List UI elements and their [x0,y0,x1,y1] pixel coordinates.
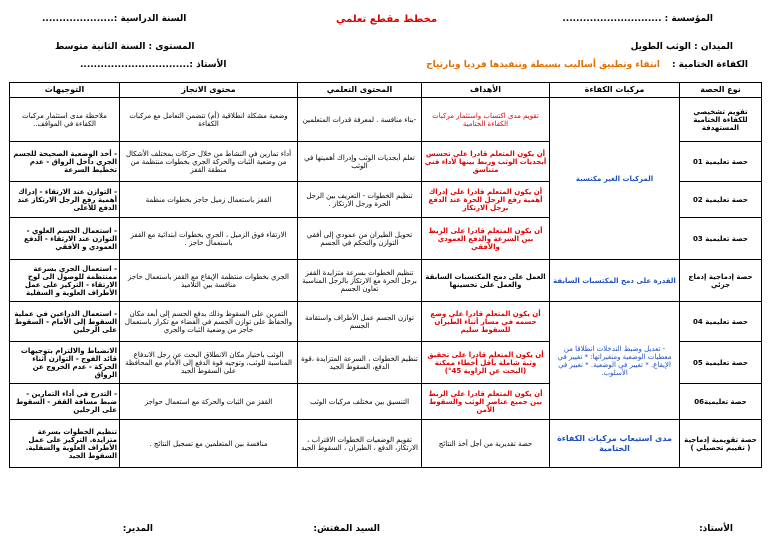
components-cell: القدرة على دمج المكتسبات السابقة [550,260,680,302]
col-header-guidance: التوجيهات [10,83,120,98]
components-cell: - تعديل وضبط التدخلات انطلاقا من معطيات الوضعية ومتغيراتها: * تغيير في الإيقاع. * تغيير في الوضعية. * تغيير في الأسلوب. [550,302,680,420]
activity-cell: الجري بخطوات منتظمة الإيقاع مع القفز باستعمال حاجز منافسة بين التلاميذ [120,260,298,302]
activity-cell: القفز باستعمال زميل جاجز بخطوات منظمة [120,182,298,218]
table-row [10,98,762,142]
table-header-row [10,83,762,98]
components-cell: مدى استيعاب مركبات الكفاءة الختامية [550,420,680,468]
col-header-activity: محتوى الانجاز [120,83,298,98]
session-cell: حصة تعليمية 03 [680,218,762,260]
guidance-cell: ملاحظة مدى استثمار مركبات الكفاءة في المواقف.. [10,98,120,142]
session-cell: حصة إدماجية إدماج جزئي [680,260,762,302]
footer-teacher-label: الأستاذ: [699,524,733,534]
guidance-cell: - التوازن عند الارتقاء - إدراك أهمية رفع الرجل الارتكاز عند الدفع للأعلى [10,182,120,218]
activity-cell: أداء تمارين في النشاط من خلال حركات بمختلف الأشكال من وضعية الثبات والحركة الجري بخطوات منتظمة من منطقة القفز [120,142,298,182]
final-competency-label: الكفاءة الختامية : [671,60,748,70]
objective-cell: حصة تقديرية من أجل أخذ النتائج [422,420,550,468]
table-row [10,260,762,302]
objective-cell: أن يكون المتعلم قادرا على وضع جسمه في مسار أثناء الطيران للسقوط سليم [422,302,550,342]
objective-cell: أن يكون المتعلم قادرا على تحقيق وثبة شاملة بأقل أخطاء ممكنة (البحث عن الزاوية 45°) [422,342,550,384]
col-header-content: المحتوى التعلمي [298,83,422,98]
final-competency-value: انتقاء وتطبيق أساليب بسيطة وتنفيذها فرديا وبارتياح [426,60,660,70]
objective-cell: أن يكون المتعلم قادرا على الربط بين جميع عناصر الوثب والسقوط الآمن [422,384,550,420]
teacher-header-label: الأستاذ :................................ [80,60,227,70]
guidance-cell: تنظيم الخطوات بسرعة متزايدة. التركيز على عمل الأطراف العلوية والسفلية. السقوط الجيد [10,420,120,468]
objective-cell: أن يكون المتعلم قادرا على تحسس أبجديات الوثب وربط بينها لأداء فني متناسق [422,142,550,182]
content-cell: تحويل الطيران من عمودي إلى أفقي التوازن والتحكم في الجسم [298,218,422,260]
guidance-cell: الانضباط والالتزام بتوجيهات قائد الفوج - التوازن أثناء الحركة - عدم الخروج عن الرواق [10,342,120,384]
school-year-label: السنة الدراسية :..................... [42,14,187,24]
level-label: المستوى : السنة الثانية متوسط [55,42,195,52]
objective-cell: أن يكون المتعلم قادرا على الربط بين السرعة والدفع العمودي والأفقي [422,218,550,260]
objective-cell: العمل على دمج المكتسبات السابقة والعمل على تحسينها [422,260,550,302]
content-cell: تعلم أبجديات الوثب وإدراك أهميتها في الوثب [298,142,422,182]
guidance-cell: - استعمال الجري بسرعة ممنتظمة للوصول الى لوح الارتقاء - التركيز على عمل الأطراف العلوية و السفلية [10,260,120,302]
activity-cell: وضعية مشكلة انطلاقية (أم) تتضمن التعامل مع مركبات الكفاءة [120,98,298,142]
guidance-cell: - استعمال الجسم العلوي - التوازن عند الارتقاء - الدفع العمودي و الأفقي [10,218,120,260]
content-cell: توازن الجسم عمل الأطراف واستقامة الجسم [298,302,422,342]
activity-cell: منافسة بين المتعلمين مع تسجيل النتائج . [120,420,298,468]
field-label: الميدان : الوثب الطويل [630,42,733,52]
session-cell: حصة تعليمية 01 [680,142,762,182]
activity-cell: الارتقاء فوق الزميل ، الجري بخطوات ابتدائية مع القفز باستعمال حاجز . [120,218,298,260]
footer-inspector-label: السيد المفتش: [313,524,380,534]
activity-cell: القفز من الثبات والحركة مع استعمال حواجز [120,384,298,420]
col-header-objectives: الأهداف [422,83,550,98]
table-row [10,302,762,342]
content-cell: تنظيم الخطوات ، السرعة المتزايدة ،قوة الدفع، السقوط الجيد [298,342,422,384]
components-text: المركبات الغير مكتسبة [575,174,654,183]
page-title: مخطط مقطع تعلمي [336,14,438,25]
footer-director-label: المدير: [122,524,153,534]
content-cell: تنظيم الخطوات - التعريف بين الرجل الحرة ورجل الارتكاز . [298,182,422,218]
content-cell: التنسيق بين مختلف مركبات الوثب [298,384,422,420]
col-header-components: مركبات الكفاءة [550,83,680,98]
session-cell: حصة تعليمية06 [680,384,762,420]
table-row [10,420,762,468]
content-cell: تقويم الوضعيات الخطوات الاقتراب ، الارتكاز، الدفع ، الطيران ، السقوط الجيد [298,420,422,468]
lesson-plan-table [9,82,762,468]
session-cell: حصة تقويمية إدماجية ( تقييم تحصيلي ) [680,420,762,468]
objective-cell: أن يكون المتعلم قادرا على إدراك أهمية رفع الرجل الحرة عند الدفع برجل الارتكاز [422,182,550,218]
session-cell: حصة تعليمية 05 [680,342,762,384]
activity-cell: الوثب باختيار مكان الانطلاق البحث عن رجل الاندفاع المناسبة للوثب، وتوجيه قوة الدفع إلى الأمام مع المحافظة على السقوط الجيد [120,342,298,384]
guidance-cell: - استعمال الذراعين في عملية السقوط إلى الأمام - السقوط على الرجلين [10,302,120,342]
session-cell: حصة تعليمية 02 [680,182,762,218]
content-cell: تنظيم الخطوات بسرعة متزايدة القفز برجل الحرة مع الارتكاز بالرجل المناسبة تعاون الجسم [298,260,422,302]
session-cell: تقويم تشخيصي للكفاءة الختامية المستهدفة [680,98,762,142]
objective-cell: تقويم مدى اكتساب واستثمار مركبات الكفاءة الختامية [422,98,550,142]
session-cell: حصة تعليمية 04 [680,302,762,342]
institution-label: المؤسسة : ............................. [562,14,713,24]
guidance-cell: - أخذ الوضعية الصحيحة للجسم الجري داخل الرواق - عدم تخطيط السرعة [10,142,120,182]
activity-cell: التمرين على السقوط وذلك بدفع الجسم إلى أبعد مكان والحفاظ على توازن الجسم في الفضاء مع تكرار باستعمال حاجز من وضعية الثبات والجري [120,302,298,342]
col-header-session: نوع الحصة [680,83,762,98]
content-cell: -بناء منافسة . لمعرفة قدرات المتعلمين [298,98,422,142]
guidance-cell: - التدرج في أداء التمارين - ضبط مسافة القفز - السقوط على الرجلين [10,384,120,420]
components-cell [550,98,680,260]
